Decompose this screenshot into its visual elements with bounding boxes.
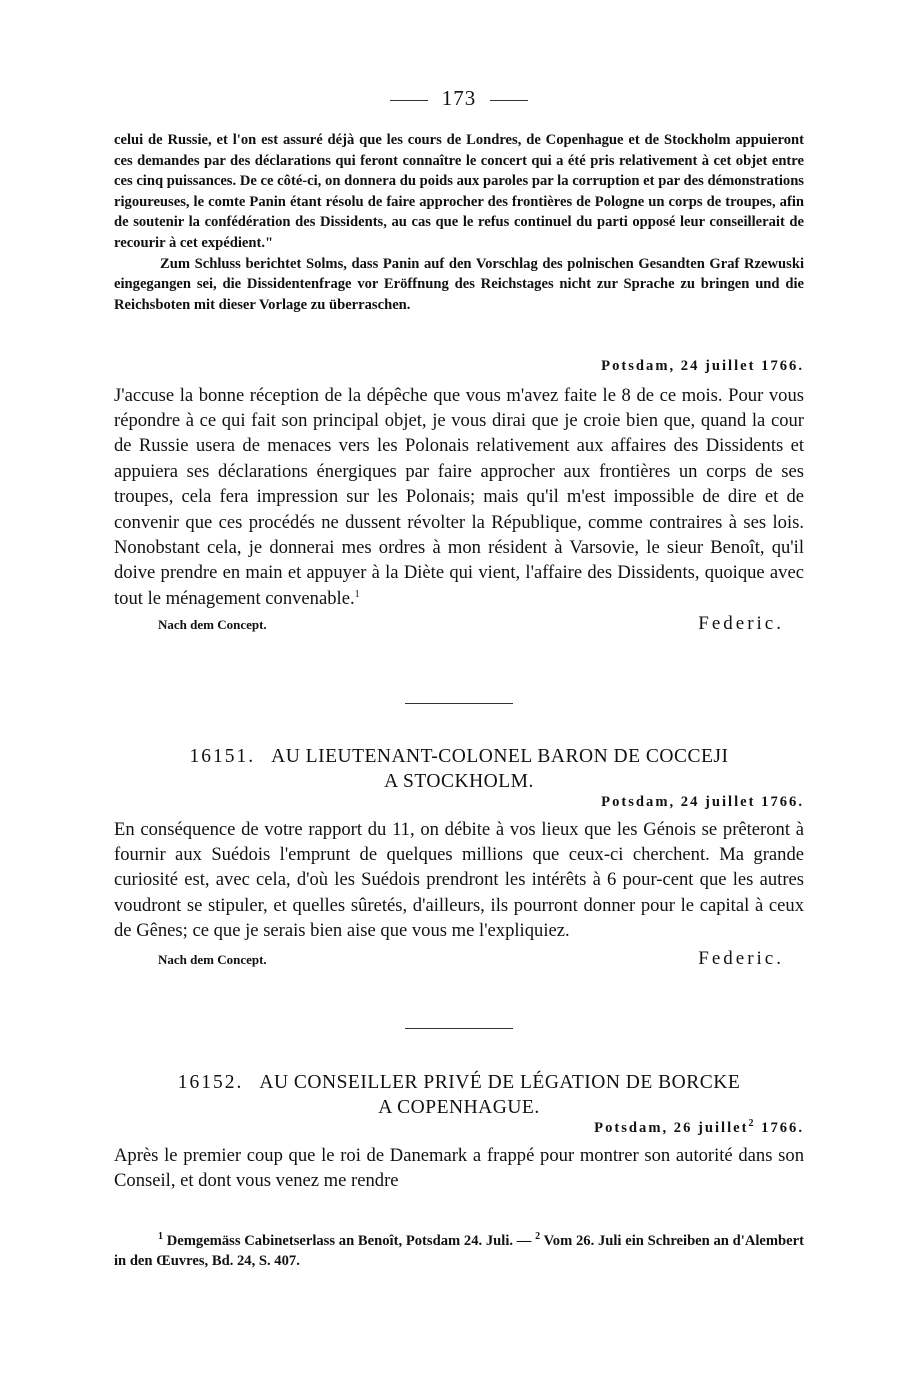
dateline: Potsdam, 24 juillet 1766. xyxy=(601,358,804,374)
german-summary: Zum Schluss berichtet Solms, dass Panin auf den Vorschlag des polnischen Gesandten Graf Rzewuski eingegangen sei, die Dissidentenfrage vor Eröffnung des Reichstages nicht zur Sprache zu bringen und die Reichsboten mit dieser Vorlage zu überraschen. xyxy=(114,255,804,313)
footnote-text xyxy=(114,1231,804,1271)
signature: Federic. xyxy=(698,947,784,969)
page-number: 173 xyxy=(441,86,477,110)
letter-body xyxy=(114,383,804,612)
french-quote: celui de Russie, et l'on est assuré déjà que les cours de Londres, de Copenhague et de Stockholm appuieront ces demandes par des déclarations qui feront connaître le concert qui a été pris relativement à cet objet entre ces cinq puissances. De ce côté-ci, on donnera du poids aux paroles par la corruption et par des démonstrations rigoureuses, le comte Panin étant résolu de faire approcher des frontières de Pologne un corps de troupes, afin de soutenir la confédération des Dissidents, au cas que le refus continuel du parti opposé leur conseillerait de recourir à cet expédient." xyxy=(114,132,804,251)
footnote-ref: 2 xyxy=(748,1118,756,1130)
letter-heading xyxy=(114,1070,804,1120)
dateline-text: Potsdam, 26 juillet xyxy=(594,1120,749,1136)
footnote-mark: 1 xyxy=(158,1231,163,1243)
source-note: Nach dem Concept. xyxy=(158,617,267,633)
footnote-1: Demgemäss Cabinetserlass an Benoît, Potsdam 24. Juli. — xyxy=(163,1233,536,1249)
letter-1 xyxy=(114,356,804,635)
letter-body: Après le premier coup que le roi de Danemark a frappé pour montrer son autorité dans son Conseil, et dont vous venez me rendre xyxy=(114,1144,804,1191)
signature: Federic. xyxy=(698,613,784,635)
letter-heading xyxy=(114,744,804,794)
footnotes xyxy=(114,1231,804,1271)
dateline-year: 1766. xyxy=(755,1120,804,1136)
dateline xyxy=(114,1118,804,1139)
addressee: AU LIEUTENANT-COLONEL BARON DE COCCEJI xyxy=(271,746,729,767)
addressee-location: A COPENHAGUE. xyxy=(378,1097,540,1118)
source-note: Nach dem Concept. xyxy=(158,951,267,967)
footnote-ref: 1 xyxy=(354,588,360,600)
letter-3 xyxy=(114,1070,804,1193)
dateline: Potsdam, 24 juillet 1766. xyxy=(601,794,804,810)
header-rule-right xyxy=(490,100,528,101)
page-header xyxy=(114,86,804,111)
letter-body-text: J'accuse la bonne réception de la dépêche que vous m'avez faite le 8 de ce mois. Pour vous répondre à ce qui fait son principal objet, je vous dirai que je croie bien que, quand la cour de Russie usera de menaces vers les Polonais relativement aux affaires des Dissidents et appuiera ses déclarations énergiques par faire approcher aux frontières un corps de ses troupes, cela fera impression sur les Polonais; mais qu'il m'est impossible de dire et de convenir que ces procédés ne dussent révolter la République, comme contraires à ses lois. Nonobstant cela, je donnerai mes ordres à mon résident à Varsovie, le sieur Benoît, qu'il doive prendre en main et appuyer à la Diète qui vient, l'affaire des Dissidents, quoique avec tout le ménagement convenable. xyxy=(114,384,804,609)
header-rule-left xyxy=(390,100,428,101)
footnote-mark: 2 xyxy=(535,1231,541,1243)
signature-row xyxy=(114,613,804,635)
letter-2 xyxy=(114,744,804,970)
separator xyxy=(405,703,513,704)
intro-section xyxy=(114,130,804,315)
separator xyxy=(405,1028,513,1029)
footnote-2: Vom 26. Juli ein Schreiben an d'Alembert in den Œuvres, Bd. 24, S. 407. xyxy=(114,1233,804,1269)
addressee-location: A STOCKHOLM. xyxy=(384,771,534,792)
addressee: AU CONSEILLER PRIVÉ DE LÉGATION DE BORCKE xyxy=(259,1072,741,1093)
letter-number: 16151. xyxy=(189,746,256,767)
letter-body: En conséquence de votre rapport du 11, on débite à vos lieux que les Génois se prêteront à fournir aux Suédois l'emprunt de quelques millions que ceux-ci cherchent. Ma grande curiosité est, avec cela, d'où les Suédois prendront les intérêts à 6 pour-cent que les autres voudront se stipuler, et quelles sûretés, d'ailleurs, ils pourront donner pour le capital à ceux de Gênes; ce que je serais bien aise que vous me l'expliquiez. xyxy=(114,818,804,942)
letter-number: 16152. xyxy=(177,1072,244,1093)
